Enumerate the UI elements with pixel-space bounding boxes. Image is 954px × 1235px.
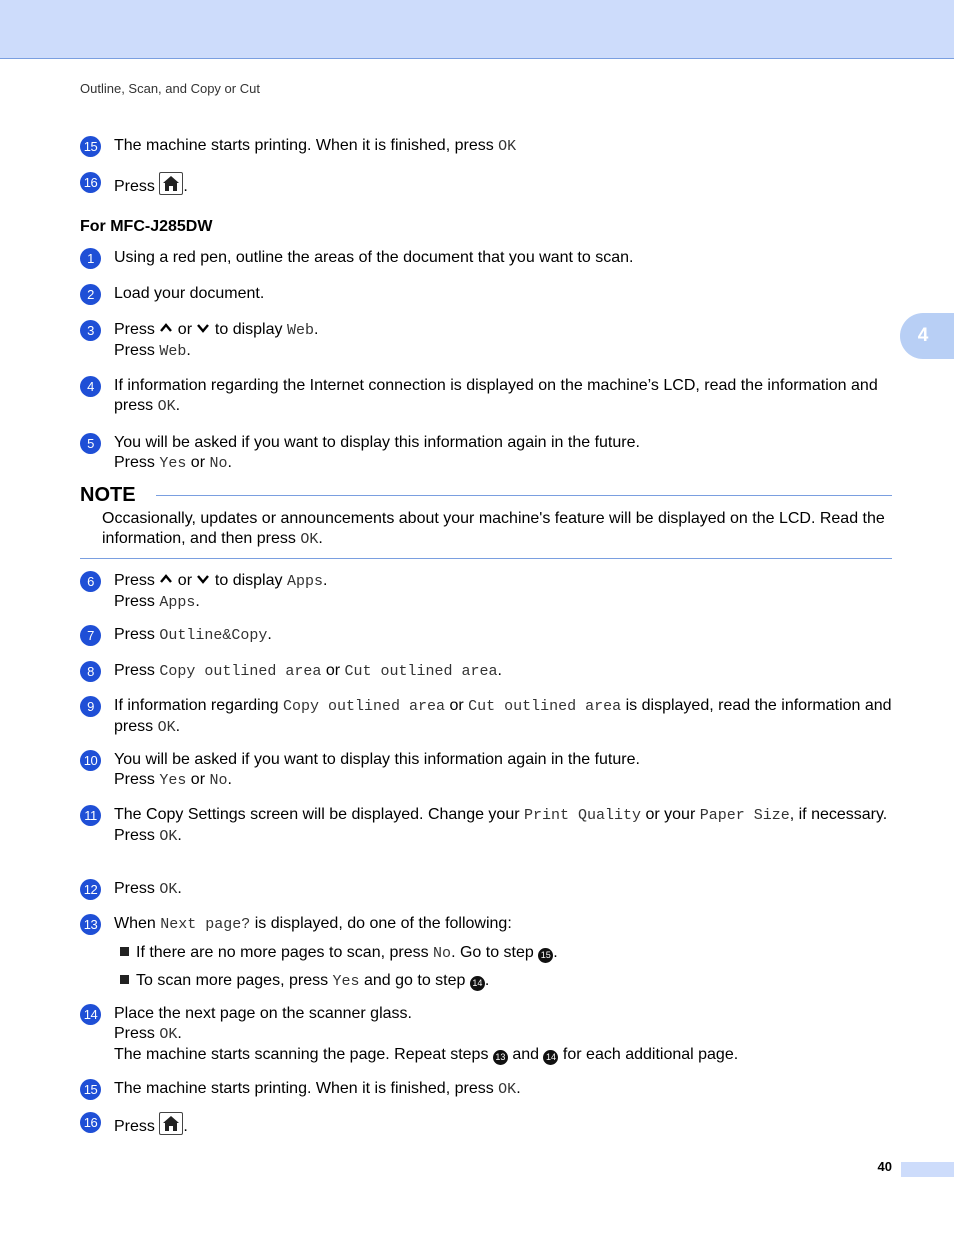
step-3: 3 Press or to display Web. Press Web. xyxy=(80,320,895,362)
step-1: 1 Using a red pen, outline the areas of the document that you want to scan. xyxy=(80,248,895,268)
step-6: 6 Press or to display Apps. Press Apps. xyxy=(80,571,895,613)
bullet-no-more-pages: If there are no more pages to scan, press No. Go to step 15 . xyxy=(120,943,558,964)
step-ref: 15 xyxy=(538,948,553,963)
step-5: 5 You will be asked if you want to display this information again in the future. Press Yes or No. xyxy=(80,433,895,474)
step-15: 15 The machine starts printing. When it is finished, press OK. xyxy=(80,1079,895,1100)
step-number: 3 xyxy=(80,320,101,341)
step-number: 4 xyxy=(80,376,101,397)
step-13: 13 When Next page? is displayed, do one of the following: xyxy=(80,914,895,935)
step-number: 15 xyxy=(80,136,101,157)
step-10: 10 You will be asked if you want to display this information again in the future. Press Yes or No. xyxy=(80,750,895,791)
home-icon xyxy=(159,172,183,195)
step-number: 16 xyxy=(80,1112,101,1133)
step-8: 8 Press Copy outlined area or Cut outlined area. xyxy=(80,661,895,682)
chapter-tab: 4 xyxy=(900,313,954,359)
step-15-top: 15 The machine starts printing. When it is finished, press OK xyxy=(80,136,895,157)
step-ref: 13 xyxy=(493,1050,508,1065)
header-bar xyxy=(0,0,954,59)
step-16-top: 16 Press . xyxy=(80,172,895,197)
step-number: 9 xyxy=(80,696,101,717)
step-ref: 14 xyxy=(470,976,485,991)
note-title: NOTE xyxy=(80,484,136,506)
step-number: 11 xyxy=(80,805,101,826)
bullet-more-pages: To scan more pages, press Yes and go to step 14 . xyxy=(120,971,489,992)
chevron-up-icon xyxy=(159,572,173,586)
step-number: 8 xyxy=(80,661,101,682)
chevron-down-icon xyxy=(196,572,210,586)
step-2: 2 Load your document. xyxy=(80,284,895,304)
note-divider xyxy=(156,495,892,496)
step-14: 14 Place the next page on the scanner glass. Press OK. The machine starts scanning the page. Repeat steps 13 and 14 for each additional page. xyxy=(80,1004,895,1065)
step-number: 13 xyxy=(80,914,101,935)
chevron-up-icon xyxy=(159,321,173,335)
step-number: 12 xyxy=(80,879,101,900)
step-number: 7 xyxy=(80,625,101,646)
home-icon xyxy=(159,1112,183,1135)
step-number: 15 xyxy=(80,1079,101,1100)
step-16: 16 Press . xyxy=(80,1112,895,1137)
step-number: 14 xyxy=(80,1004,101,1025)
step-number: 5 xyxy=(80,433,101,454)
step-11: 11 The Copy Settings screen will be displayed. Change your Print Quality or your Paper Size, if necessary. Press OK. xyxy=(80,805,895,847)
step-ref: 14 xyxy=(543,1050,558,1065)
note-body: Occasionally, updates or announcements about your machine's feature will be displayed on the LCD. Read the information, and then press OK. xyxy=(102,510,885,548)
step-4: 4 If information regarding the Internet connection is displayed on the machine’s LCD, read the information and press OK. xyxy=(80,376,895,417)
step-number: 2 xyxy=(80,284,101,305)
step-7: 7 Press Outline&Copy. xyxy=(80,625,895,646)
bullet-square-icon xyxy=(120,947,129,956)
footer-bar xyxy=(901,1162,954,1177)
bullet-square-icon xyxy=(120,975,129,984)
step-number: 10 xyxy=(80,750,101,771)
page-number: 40 xyxy=(877,1159,892,1174)
step-12: 12 Press OK. xyxy=(80,879,895,900)
step-number: 6 xyxy=(80,571,101,592)
section-heading: For MFC-J285DW xyxy=(80,218,213,235)
step-9: 9 If information regarding Copy outlined area or Cut outlined area is displayed, read the information and press OK. xyxy=(80,696,895,738)
chevron-down-icon xyxy=(196,321,210,335)
step-number: 1 xyxy=(80,248,101,269)
step-number: 16 xyxy=(80,172,101,193)
note-divider-bottom xyxy=(80,558,892,559)
breadcrumb: Outline, Scan, and Copy or Cut xyxy=(80,81,260,96)
